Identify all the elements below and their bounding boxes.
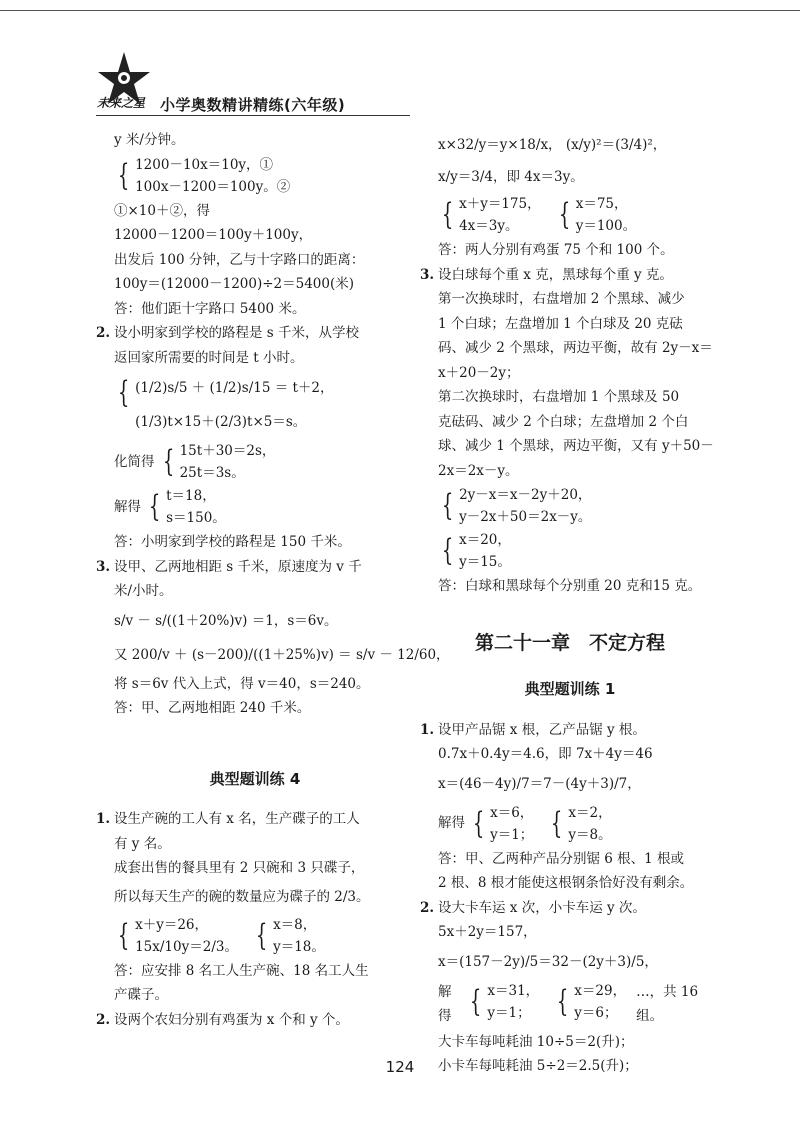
left-column	[96, 128, 450, 1032]
equation: s/v － s/((1＋20%)v) ＝1，s＝6v。	[114, 612, 338, 629]
problem-2	[420, 896, 720, 921]
equation-system	[96, 485, 414, 529]
brace-icon: {	[117, 375, 130, 410]
equation: x×32/y＝y×18/x， (x/y)²＝(3/4)²，	[438, 137, 667, 153]
chapter-title: 第二十一章 不定方程	[474, 631, 665, 654]
text-line: 码、减少 2 个黑球，两边平衡，故有 2y－x＝	[438, 340, 713, 356]
text-line: 产碟子。	[114, 987, 168, 1003]
problem-text: 设两个农妇分别有鸡蛋为 x 个和 y 个。	[114, 1011, 349, 1028]
brace-icon: {	[558, 197, 570, 232]
problem-2	[96, 1008, 414, 1033]
text-line: 小卡车每吨耗油 5÷2＝2.5(升)；	[438, 1058, 638, 1074]
equation: y＝100。	[575, 218, 637, 234]
brace-icon: {	[472, 805, 485, 841]
top-rule	[0, 10, 800, 11]
text-line: 大卡车每吨耗油 10÷5＝2(升)；	[438, 1033, 634, 1050]
equation: x＝29，	[574, 982, 627, 999]
problem-number: 1.	[420, 721, 435, 738]
page-number: 124	[385, 1058, 415, 1076]
equation: (1/2)s/5 ＋ (1/2)s/15 ＝ t＋2，	[135, 380, 334, 396]
equation: x＝(157－2y)/5＝32－(2y＋3)/5，	[438, 953, 658, 970]
problem-text: 设甲、乙两地相距 s 千米，原速度为 v 千	[114, 558, 362, 575]
brace-icon: {	[470, 983, 482, 1019]
equation: 0.7x＋0.4y＝4.6，即 7x＋4y＝46	[438, 746, 653, 762]
text-line: 第二次换球时，右盘增加 1 个黑球及 50	[438, 389, 680, 405]
equation: 1200－10x＝10y，①	[135, 156, 274, 173]
problem-number: 2.	[96, 325, 111, 341]
problem-text: 设甲产品锯 x 根，乙产品锯 y 根。	[438, 721, 646, 738]
problem-1	[96, 807, 414, 832]
equation: 100x－1200＝100y。②	[135, 178, 291, 195]
equation: x＋y＝175，	[459, 196, 541, 212]
brace-icon: {	[117, 157, 130, 193]
problem-number: 2.	[96, 1011, 111, 1028]
brace-icon: {	[117, 917, 130, 953]
problem-text: 设大卡车运 x 次，小卡车运 y 次。	[438, 899, 646, 916]
equation: y＝8。	[568, 826, 612, 843]
equation-system	[96, 154, 414, 198]
text-line: 克砝码、减少 2 个白球；左盘增加 2 个白	[438, 413, 689, 430]
problem-2	[96, 321, 414, 346]
text-line: 米/小时。	[114, 583, 173, 599]
equation-system	[420, 193, 720, 237]
text-line: x＋20－2y；	[438, 364, 520, 381]
label: 解得	[438, 983, 452, 1024]
equation: 又 200/v ＋ (s－200)/((1＋25%)v) ＝ s/v － 12/60，	[114, 646, 450, 663]
problem-number: 2.	[420, 899, 435, 916]
problem-number: 3.	[420, 266, 435, 283]
equation: 4x＝3y。	[459, 218, 519, 234]
answer-line: 答：应安排 8 名工人生产碗、18 名工人生	[114, 962, 369, 979]
equation: x＋y＝26，	[135, 916, 209, 933]
problem-3	[420, 263, 720, 288]
text-line: 返回家所需要的时间是 t 小时。	[114, 349, 304, 366]
equation: t＝18，	[166, 488, 216, 504]
equation: (1/3)t×15＋(2/3)t×5＝s。	[135, 414, 307, 430]
text-line: 2 根、8 根才能使这根钢条恰好没有剩余。	[438, 875, 694, 891]
equation: x＝2，	[568, 804, 612, 821]
text-line: 1 个白球；左盘增加 1 个白球及 20 克砝	[438, 315, 683, 332]
equation: x＝(46－4y)/7＝7－(4y＋3)/7，	[438, 775, 641, 792]
text-line: y 米/分钟。	[114, 132, 185, 148]
text-line: 12000－1200＝100y＋100y，	[114, 227, 313, 243]
answer-line: 答：白球和黑球每个分别重 20 克和15 克。	[438, 578, 702, 594]
text-line: 有 y 名。	[114, 835, 171, 852]
equation: x/y＝3/4，即 4x＝3y。	[438, 169, 584, 185]
text-line: 球、减少 1 个黑球，两边平衡，又有 y＋50－	[438, 438, 714, 454]
equation: y－2x＋50＝2x－y。	[459, 509, 592, 525]
equation-system	[420, 529, 720, 573]
answer-line: 答：两人分别有鸡蛋 75 个和 100 个。	[438, 242, 674, 258]
equation: y＝1；	[490, 826, 534, 843]
logo-text: 未来之星	[97, 96, 146, 110]
problem-number: 3.	[96, 558, 111, 575]
problem-3	[96, 555, 414, 580]
equation: 15t＋30＝2s，	[179, 443, 276, 459]
equation: y＝6；	[574, 1004, 618, 1021]
label: 解得	[114, 498, 141, 515]
equation: x＝31，	[487, 982, 540, 999]
brace-icon: {	[148, 489, 161, 524]
section-title: 典型题训练 4	[209, 769, 301, 788]
text-line: ①×10＋②，得	[114, 202, 210, 219]
equation-system	[420, 802, 720, 846]
section-title: 典型题训练 1	[524, 680, 616, 698]
brace-icon: {	[255, 917, 268, 953]
brace-icon: {	[162, 444, 174, 479]
text-line: 将 s＝6v 代入上式，得 v＝40，s＝240。	[114, 675, 370, 692]
answer-line: 答：小明家到学校的路程是 150 千米。	[114, 534, 351, 550]
text-line: 所以每天生产的碗的数量应为碟子的 2/3。	[114, 888, 370, 905]
text-line: 2x＝2x－y。	[438, 462, 519, 479]
right-column	[420, 128, 720, 1079]
text-line: 出发后 100 分钟，乙与十字路口的距离：	[114, 251, 365, 268]
equation: x＝8，	[273, 916, 317, 933]
label: 解得	[438, 815, 465, 832]
equation-system	[96, 440, 414, 484]
brace-icon: {	[441, 197, 454, 232]
equation: y＝18。	[273, 938, 325, 955]
brace-icon: {	[551, 805, 563, 841]
problem-number: 1.	[96, 811, 111, 827]
equation: 5x＋2y＝157，	[438, 924, 537, 940]
text-line: 第一次换球时，右盘增加 2 个黑球、减少	[438, 291, 685, 307]
label: 化简得	[114, 453, 155, 470]
text-line: 100y＝(12000－1200)÷2＝5400(米)	[114, 276, 355, 292]
book-title: 小学奥数精讲精练(六年级)	[160, 96, 346, 114]
equation: 25t＝3s。	[179, 465, 245, 481]
brace-icon: {	[441, 533, 454, 568]
text-line: 成套出售的餐具里有 2 只碗和 3 只碟子，	[114, 860, 365, 876]
equation-system	[96, 914, 414, 958]
problem-1	[420, 718, 720, 743]
equation: x＝6，	[490, 804, 534, 821]
equation: 15x/10y＝2/3。	[135, 938, 238, 955]
equation: x＝75，	[575, 196, 628, 212]
text-fragment: …，共 16 组。	[636, 983, 699, 1024]
equation: s＝150。	[166, 510, 226, 526]
brace-icon: {	[441, 488, 454, 523]
equation-system	[420, 980, 720, 1029]
equation: y＝1；	[487, 1004, 531, 1021]
equation-system	[96, 371, 414, 439]
answer-line: 答：甲、乙两种产品分别锯 6 根、1 根或	[438, 850, 685, 867]
equation-system	[420, 484, 720, 528]
equation: 2y－x＝x－2y＋20，	[459, 487, 592, 503]
header-rule	[96, 115, 410, 116]
brace-icon: {	[557, 983, 569, 1019]
problem-text: 设白球每个重 x 克，黑球每个重 y 克。	[438, 266, 673, 283]
equation: y＝15。	[459, 554, 511, 570]
problem-text: 设生产碗的工人有 x 名，生产碟子的工人	[114, 811, 360, 827]
equation: x＝20，	[459, 532, 511, 548]
problem-text: 设小明家到学校的路程是 s 千米，从学校	[114, 325, 360, 341]
answer-line: 答：他们距十字路口 5400 米。	[114, 300, 306, 317]
answer-line: 答：甲、乙两地相距 240 千米。	[114, 700, 311, 716]
